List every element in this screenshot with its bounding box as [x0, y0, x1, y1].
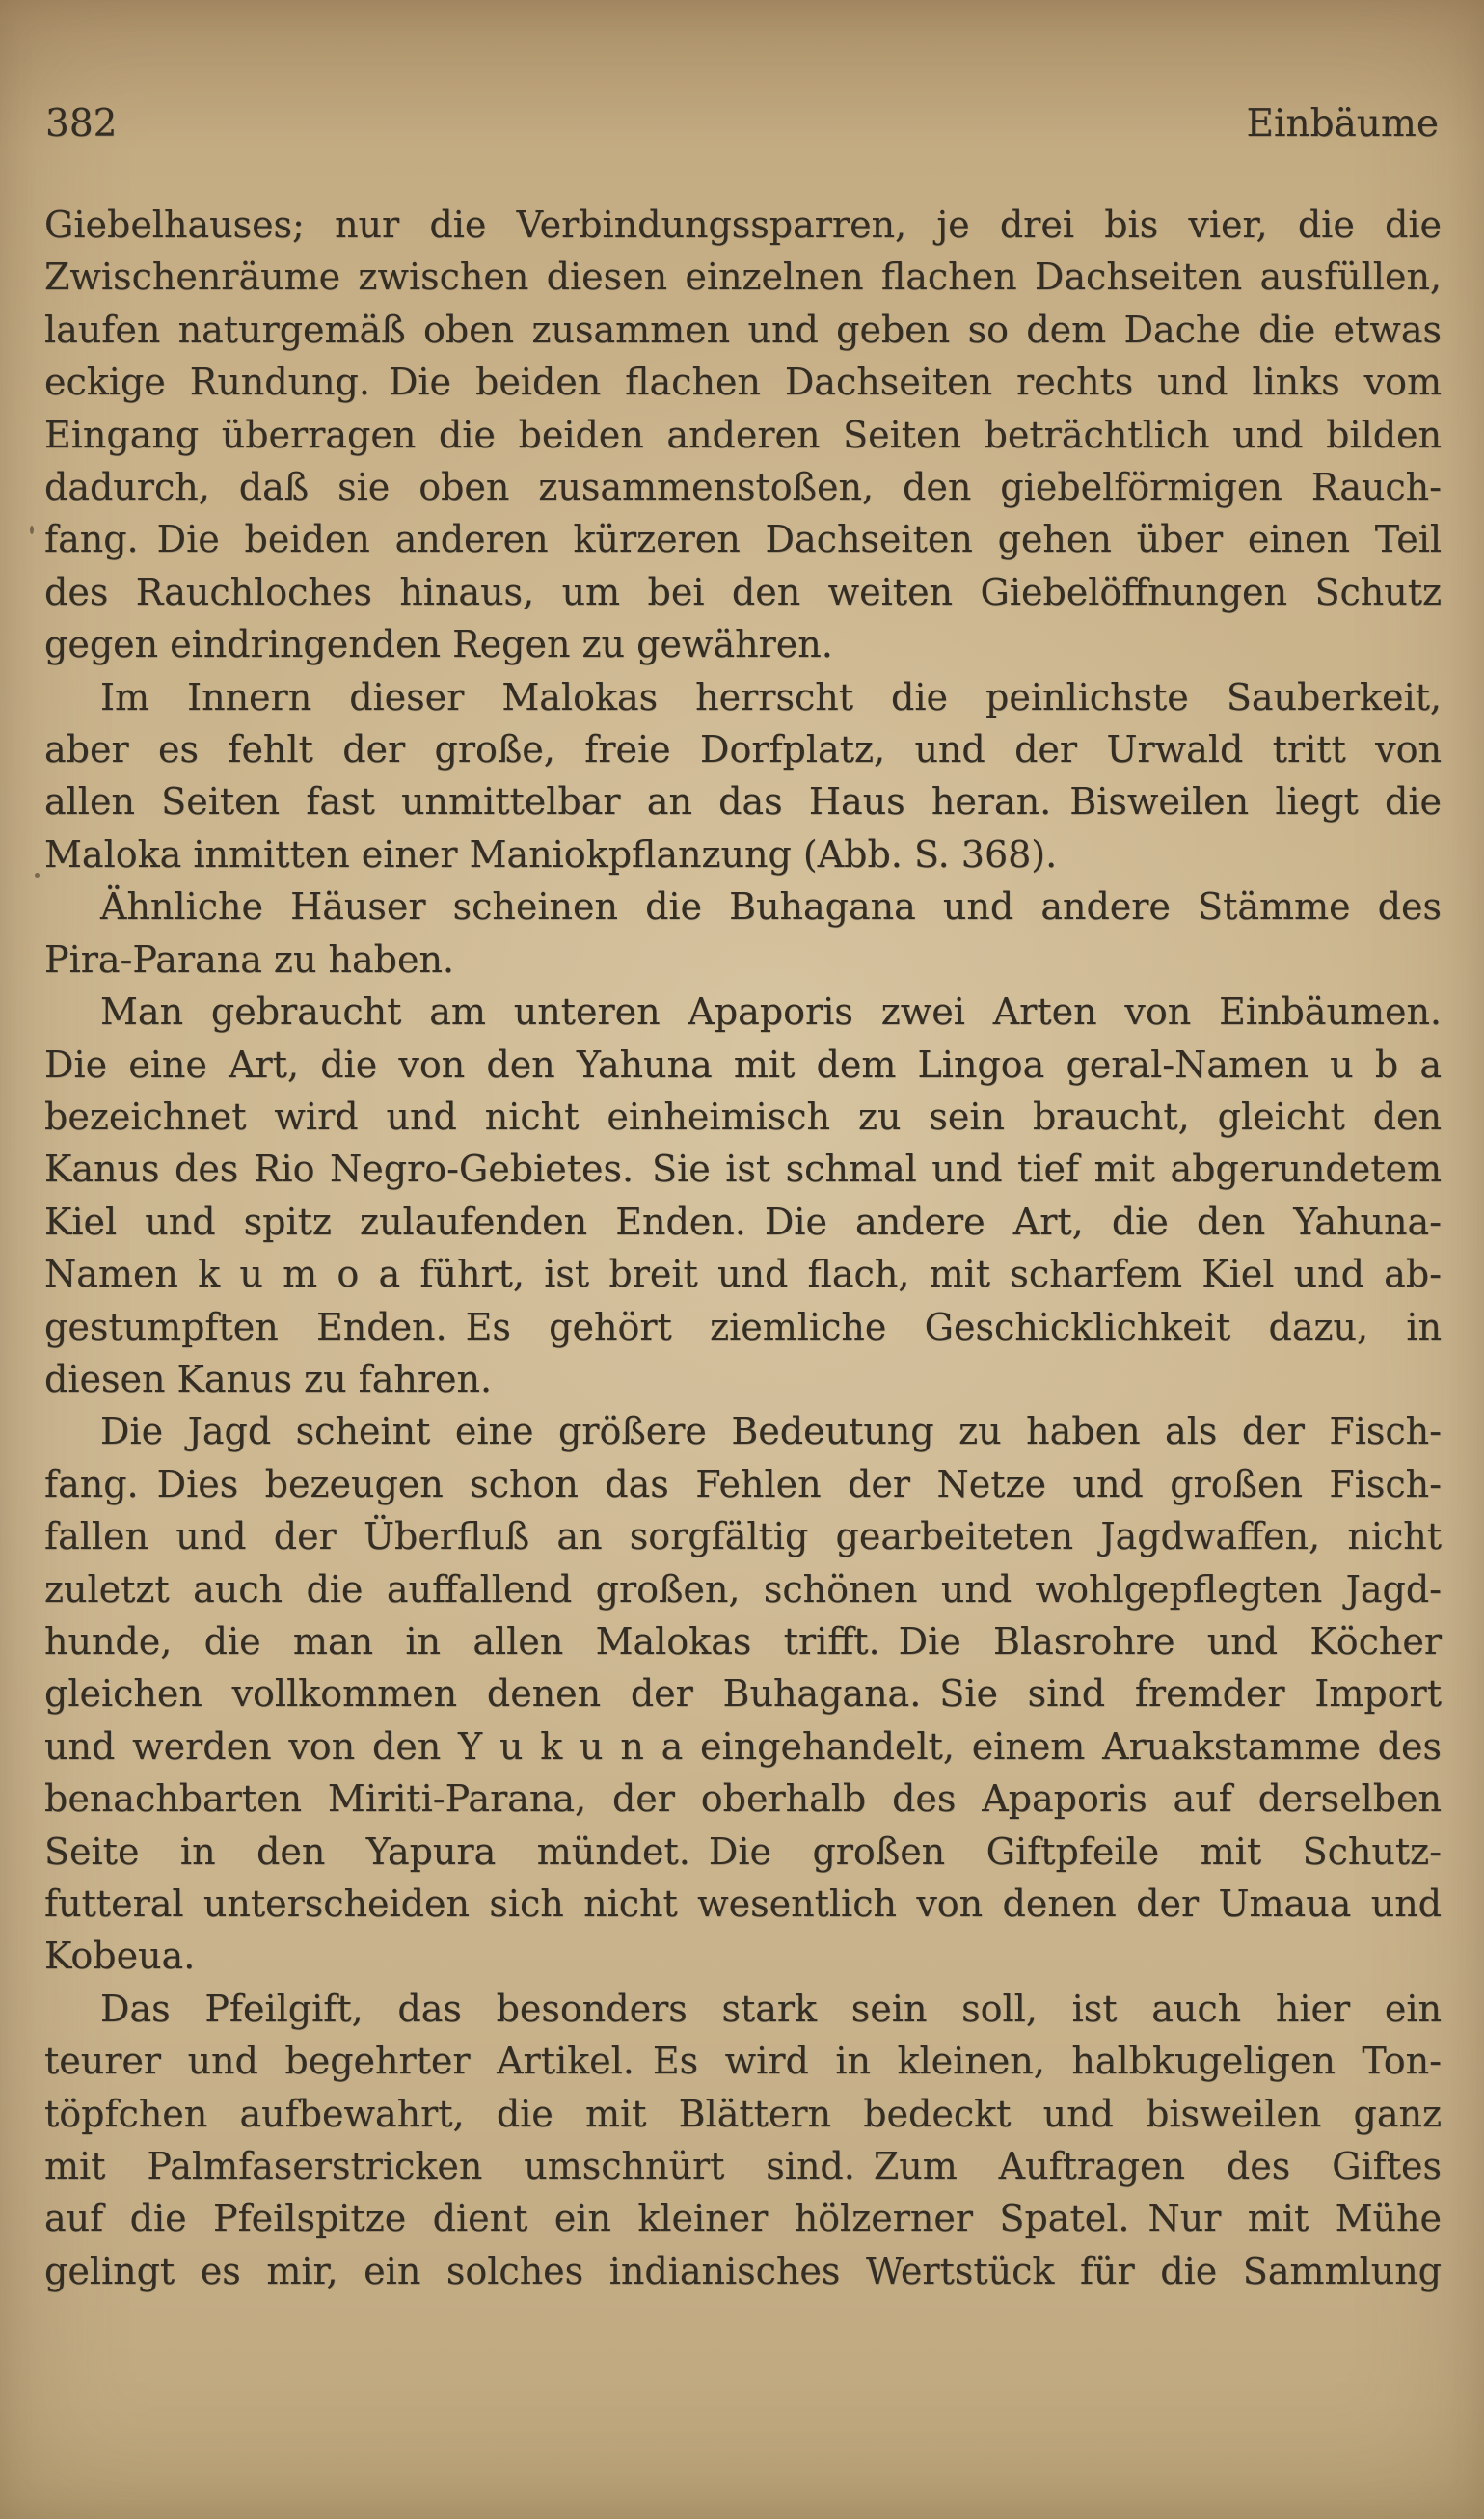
text-line: Seite in den Yapura mündet. Die großen Giftpfeile mit Schutz- — [44, 1829, 1442, 1873]
text-line: mit Palmfaserstricken umschnürt sind. Zum Auftragen des Giftes — [44, 2145, 1442, 2188]
text-line: eckige Rundung. Die beiden flachen Dachseiten rechts und links vom — [44, 361, 1442, 404]
text-line: und werden von den Y u k u n a eingehandelt, einem Aruakstamme des — [44, 1724, 1442, 1768]
text-line: gestumpften Enden. Es gehört ziemliche Geschicklichkeit dazu, in — [44, 1305, 1442, 1348]
text-line: gegen eindringenden Regen zu gewähren. — [44, 623, 833, 666]
paragraph-continuation — [44, 199, 1442, 671]
text-line: Im Innern dieser Malokas herrscht die peinlichste Sauberkeit, — [100, 675, 1442, 718]
text-line: Die Jagd scheint eine größere Bedeutung zu haben als der Fisch- — [100, 1410, 1442, 1453]
text-line: töpfchen aufbewahrt, die mit Blättern bedeckt und bisweilen ganz — [44, 2092, 1442, 2135]
text-line: bezeichnet wird und nicht einheimisch zu sein braucht, gleicht den — [44, 1095, 1442, 1138]
text-line: aber es fehlt der große, freie Dorfplatz, und der Urwald tritt von — [44, 728, 1442, 772]
text-line: fallen und der Überfluß an sorgfältig gearbeiteten Jagdwaffen, nicht — [44, 1515, 1442, 1558]
scan-speck — [35, 873, 40, 878]
paragraph — [44, 880, 1442, 986]
paragraph — [44, 671, 1442, 881]
text-line: gleichen vollkommen denen der Buhagana. Sie sind fremder Import — [44, 1672, 1442, 1716]
text-line: futteral unterscheiden sich nicht wesentlich von denen der Umaua und — [44, 1882, 1442, 1925]
text-line: allen Seiten fast unmittelbar an das Haus heran. Bisweilen liegt die — [44, 780, 1442, 824]
paragraph — [44, 986, 1442, 1405]
text-line: Ähnliche Häuser scheinen die Buhagana und andere Stämme des — [100, 885, 1442, 929]
text-line: Giebelhauses; nur die Verbindungssparren, je drei bis vier, die die — [44, 203, 1442, 246]
text-line: Pira-Parana zu haben. — [44, 937, 454, 981]
text-line: hunde, die man in allen Malokas trifft. Die Blasrohre und Köcher — [44, 1619, 1442, 1663]
scan-speck — [30, 526, 34, 534]
text-line: teurer und begehrter Artikel. Es wird in kleinen, halbkugeligen Ton- — [44, 2040, 1442, 2083]
text-line: gelingt es mir, ein solches indianisches Wertstück für die Sammlung — [44, 2249, 1442, 2292]
text-line: fang. Dies bezeugen schon das Fehlen der Netze und großen Fisch- — [44, 1462, 1442, 1505]
text-line: diesen Kanus zu fahren. — [44, 1357, 493, 1400]
body-text — [0, 199, 1484, 2297]
text-line: auf die Pfeilspitze dient ein kleiner hölzerner Spatel. Nur mit Mühe — [44, 2197, 1442, 2240]
text-line: Kiel und spitz zulaufenden Enden. Die andere Art, die den Yahuna- — [44, 1200, 1442, 1243]
text-line: Man gebraucht am unteren Apaporis zwei Arten von Einbäumen. — [100, 990, 1442, 1034]
text-line: laufen naturgemäß oben zusammen und geben so dem Dache die etwas — [44, 308, 1442, 351]
text-line: Kobeua. — [44, 1935, 196, 1978]
text-line: fang. Die beiden anderen kürzeren Dachseiten gehen über einen Teil — [44, 518, 1442, 561]
paragraph — [44, 1405, 1442, 1982]
text-line: Eingang überragen die beiden anderen Seiten beträchtlich und bilden — [44, 413, 1442, 456]
text-line: benachbarten Miriti-Parana, der oberhalb des Apaporis auf derselben — [44, 1777, 1442, 1821]
text-line: Namen k u m o a führt, ist breit und flach, mit scharfem Kiel und ab- — [44, 1253, 1442, 1296]
text-line: Zwischenräume zwischen diesen einzelnen flachen Dachseiten ausfüllen, — [44, 256, 1442, 299]
page-number: 382 — [45, 102, 118, 146]
text-line: Maloka inmitten einer Maniokpflanzung (Abb. S. 368). — [44, 832, 1058, 876]
text-line: Die eine Art, die von den Yahuna mit dem Lingoa geral-Namen u b a — [44, 1043, 1442, 1086]
text-line: Kanus des Rio Negro-Gebietes. Sie ist schmal und tief mit abgerundetem — [44, 1148, 1442, 1191]
paragraph — [44, 1983, 1442, 2297]
text-line: Das Pfeilgift, das besonders stark sein soll, ist auch hier ein — [100, 1987, 1442, 2030]
text-line: zuletzt auch die auffallend großen, schönen und wohlgepflegten Jagd- — [44, 1567, 1442, 1611]
text-line: des Rauchloches hinaus, um bei den weiten Giebelöffnungen Schutz — [44, 570, 1442, 613]
text-line: dadurch, daß sie oben zusammenstoßen, den giebelförmigen Rauch- — [44, 466, 1442, 509]
running-title: Einbäume — [1246, 102, 1439, 146]
running-head — [0, 0, 1484, 145]
